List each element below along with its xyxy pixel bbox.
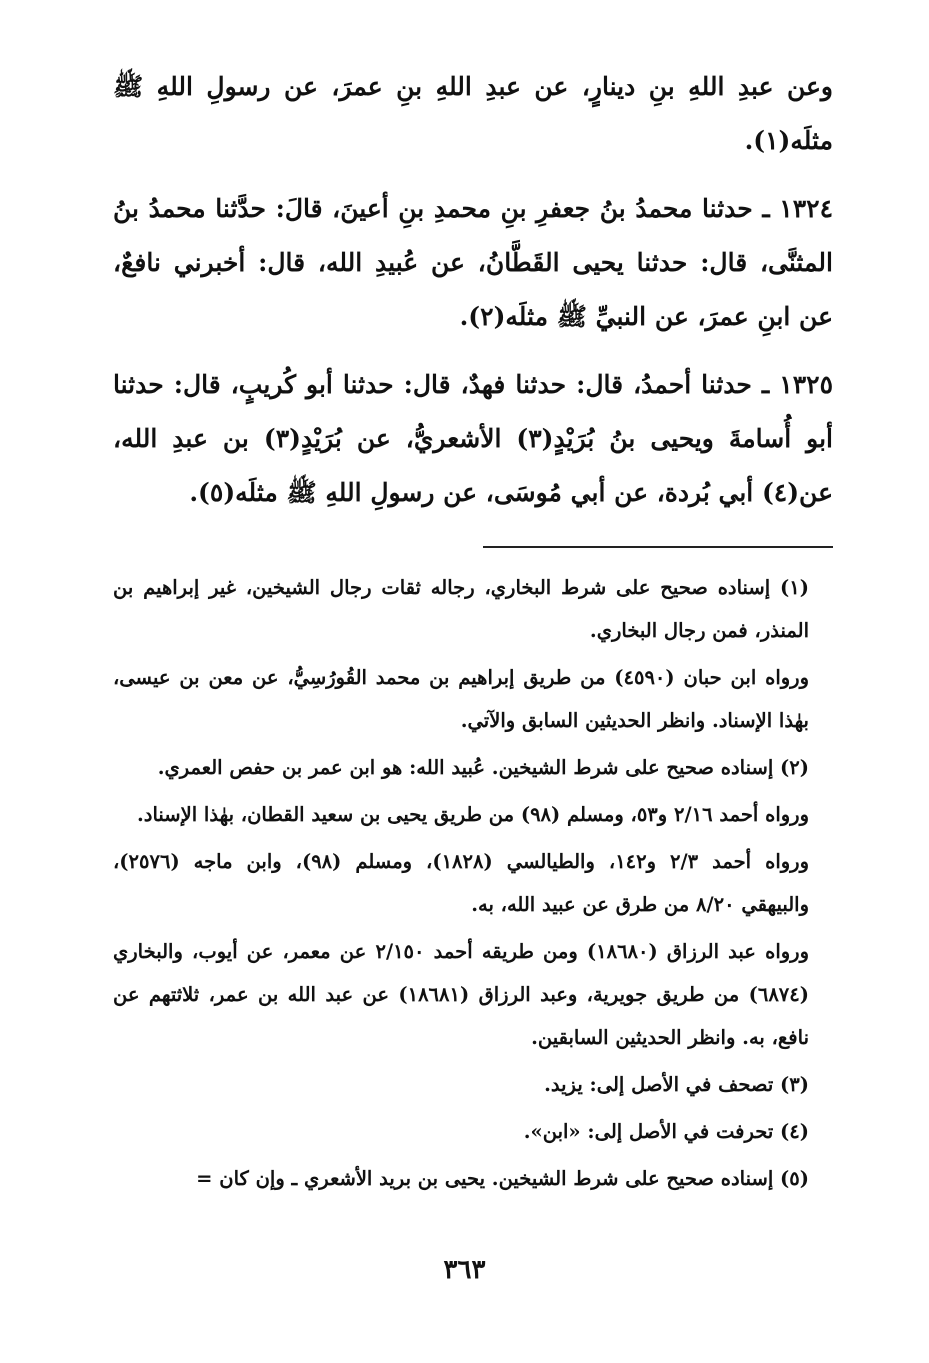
footnote-separator [483, 546, 833, 548]
footnote-2-continuation: ورواه أحمد ٢/٣ و١٤٢، والطيالسي (١٨٢٨)، ومسلم (٩٨)، وابن ماجه (٢٥٧٦)، والبيهقي ٨/٢٠ من طرق عن عبيد الله، به. [113, 850, 809, 916]
footnote-3: (٣) تصحف في الأصل إلى: يزيد. [544, 1073, 809, 1096]
hadith-1324: ١٣٢٤ ـ حدثنا محمدُ بنُ جعفرِ بنِ محمدِ بنِ أعينَ، قالَ: حدَّثنا محمدُ بنُ المثنَّى، قال: حدثنا يحيى القَطَّانُ، عن عُبيدِ الله، قال: أخبرني نافعٌ، عن ابنِ عمرَ، عن النبيِّ ﷺ مثلَه(٢). [113, 194, 833, 331]
main-paragraph-1: وعن عبدِ اللهِ بنِ دينارٍ، عن عبدِ اللهِ بنِ عمرَ، عن رسولِ اللهِ ﷺ مثلَه(١). [113, 72, 833, 155]
footnote-2-continuation: ورواه أحمد ٢/١٦ و٥٣، ومسلم (٩٨) من طريق يحيى بن سعيد القطان، بهٰذا الإسناد. [136, 803, 809, 826]
hadith-1325: ١٣٢٥ ـ حدثنا أحمدُ، قال: حدثنا فهدٌ، قال: حدثنا أبو كُريبٍ، قال: حدثنا أبو أُسامةَ ويحيى بنُ بُرَيْدٍ(٣) الأشعريُّ، عن بُرَيْدٍ(٣) بن عبدِ الله، عن(٤) أبي بُردة، عن أبي مُوسَى، عن رسولِ اللهِ ﷺ مثلَه(٥). [113, 370, 833, 507]
main-text [113, 60, 833, 520]
page-body [113, 60, 833, 1204]
footnote-1-continuation: ورواه ابن حبان (٤٥٩٠) من طريق إبراهيم بن محمد القُورُسِيُّ، عن معن بن عيسى، بهٰذا الإسناد. وانظر الحديثين السابق والآتي. [113, 666, 809, 732]
footnote-2: (٢) إسناده صحيح على شرط الشيخين. عُبيد الله: هو ابن عمر بن حفص العمري. [157, 756, 809, 779]
footnote-5: (٥) إسناده صحيح على شرط الشيخين. يحيى بن بريد الأشعري ـ وإن كان = [196, 1167, 809, 1190]
page-number: ٣٦٣ [443, 1255, 486, 1285]
footnote-4: (٤) تحرفت في الأصل إلى: «ابن». [523, 1120, 809, 1143]
footnote-2-continuation: ورواه عبد الرزاق (١٨٦٨٠) ومن طريقه أحمد ٢/١٥٠ عن معمر، عن أيوب، والبخاري (٦٨٧٤) من طريق جويرية، وعبد الرزاق (١٨٦٨١) عن عبد الله بن عمر، ثلاثتهم عن نافع، به. وانظر الحديثين السابقين. [113, 940, 809, 1049]
footnotes [113, 566, 833, 1200]
footnote-1: (١) إسناده صحيح على شرط البخاري، رجاله ثقات رجال الشيخين، غير إبراهيم بن المنذر، فمن رجال البخاري. [113, 576, 809, 642]
